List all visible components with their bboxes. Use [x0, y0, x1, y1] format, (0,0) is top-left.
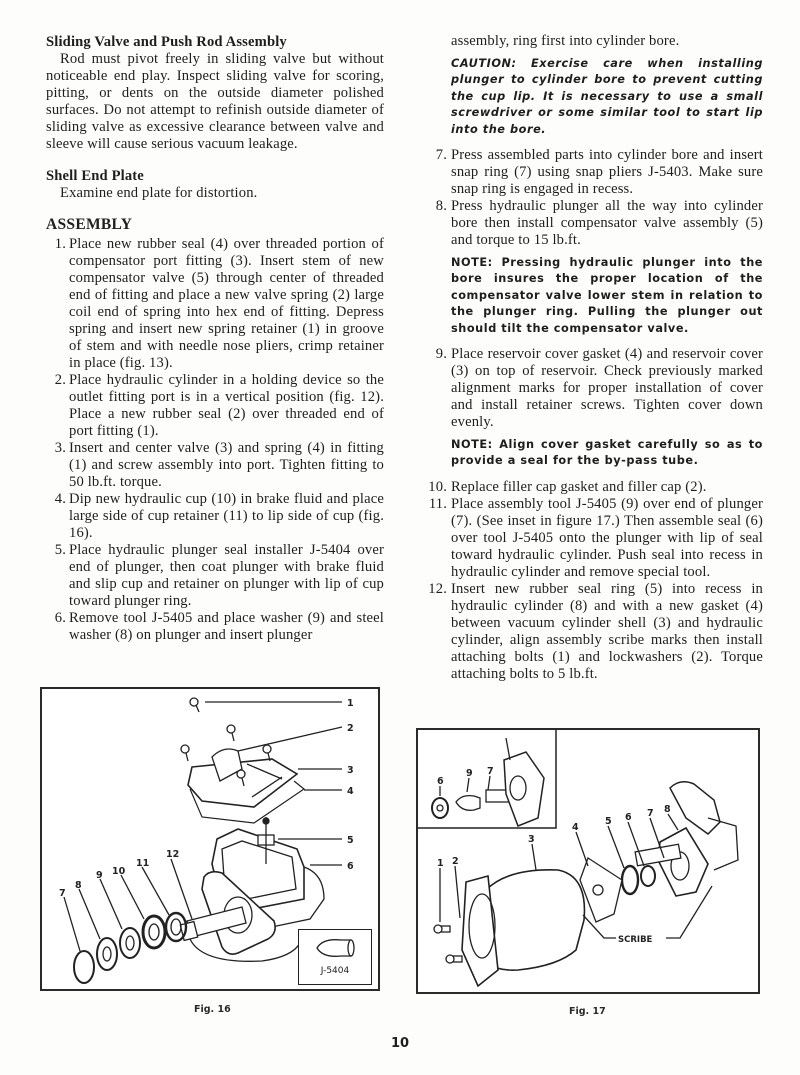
step-text: Place reservoir cover gasket (4) and reservoir cover (3) on top of reservoir. Check previously marked alignment marks for proper installation of cover and install retainer screws. Tighten cover down evenly.	[451, 346, 763, 431]
step-number: 5.	[54, 542, 66, 558]
tool-inset-box	[298, 929, 372, 985]
step-number: 2.	[54, 372, 66, 388]
snap-ring	[74, 951, 94, 983]
step-number: 4.	[54, 491, 66, 507]
step-number: 6.	[54, 610, 66, 626]
note-plunger: NOTE: Pressing hydraulic plunger into the bore insures the proper location of the compensator valve lower stem in relation to the plunger ring. Pulling the plunger out should tilt the compensator valve.	[451, 256, 763, 335]
callout-label: 4	[347, 786, 354, 797]
callout-label: 3	[347, 765, 354, 776]
step-number: 7.	[435, 147, 447, 164]
step-number: 9.	[435, 346, 447, 363]
callout-label: 3	[528, 834, 535, 845]
washer	[120, 928, 140, 958]
step-text: Press assembled parts into cylinder bore and insert snap ring (7) using snap pliers J-5403. Make sure snap ring is engaged in recess.	[451, 147, 763, 198]
step-number: 12.	[428, 580, 447, 597]
figure-17-drawing	[418, 730, 758, 992]
callout-label: 7	[59, 888, 66, 899]
section-sliding-valve	[46, 33, 384, 153]
tool-label: J-5404	[320, 966, 350, 976]
callout-label: 9	[96, 870, 103, 881]
figure-16-caption: Fig. 16	[194, 1004, 231, 1015]
screw-icon	[227, 725, 235, 741]
assembly-step	[46, 372, 384, 440]
callout-label: 1	[437, 858, 444, 869]
assembly-steps-list	[46, 236, 384, 644]
assembly-step	[46, 491, 384, 542]
step-number: 3.	[54, 440, 66, 456]
step-number: 11.	[428, 495, 447, 512]
step-number: 1.	[54, 236, 66, 252]
bolt-icon	[434, 925, 450, 933]
assembly-steps-list-continued	[427, 479, 763, 683]
left-column	[46, 33, 384, 644]
gasket	[580, 858, 622, 922]
assembly-step	[427, 479, 763, 496]
section-heading: Sliding Valve and Push Rod Assembly	[46, 34, 287, 50]
right-column	[427, 33, 763, 683]
callout-label: 8	[664, 804, 671, 815]
assembly-steps-list-continued	[427, 147, 763, 249]
step-text: Insert new rubber seal ring (5) into recess in hydraulic cylinder (8) and with a new gasket (4) between vacuum cylinder shell (3) and hydraulic cylinder, align assembly scribe marks then install attaching bolts (1) and lockwashers (2). Torque attaching bolts to 5 lb.ft.	[451, 580, 763, 682]
callout-label: 4	[572, 822, 579, 833]
hydraulic-flange	[658, 828, 708, 896]
steel-washer	[97, 938, 117, 970]
seal-installer-tool-icon	[299, 930, 371, 964]
step-text: Press hydraulic plunger all the way into cylinder bore then install compensator valve assembly (5) and torque to 15 lb.ft.	[451, 198, 763, 249]
assembly-step	[46, 542, 384, 610]
assembly-step	[427, 496, 763, 581]
section-shell-end-plate	[46, 167, 384, 202]
rubber-seal-ring	[622, 866, 638, 894]
page-number: 10	[391, 1036, 410, 1051]
assembly-heading: ASSEMBLY	[46, 216, 133, 233]
callout-label: 2	[347, 723, 354, 734]
step-text: Place assembly tool J-5405 (9) over end of plunger (7). (See inset in figure 17.) Then assemble seal (6) over tool J-5405 onto the plunger with lip of seal toward hydraulic cylinder. Push seal into recess in hydraulic cylinder and remove special tool.	[451, 495, 763, 580]
callout-label: 10	[112, 866, 126, 877]
assembly-step	[46, 610, 384, 644]
callout-label: 5	[605, 816, 612, 827]
callout-label: 9	[466, 768, 473, 779]
section-body: Examine end plate for distortion.	[60, 185, 258, 201]
assembly-step	[427, 147, 763, 198]
assembly-step	[427, 346, 763, 431]
callout-label: 6	[625, 812, 632, 823]
step-text: Dip new hydraulic cup (10) in brake fluid and place large side of cup retainer (11) to lip side of cup (fig. 16).	[69, 491, 384, 541]
figure-16-callouts	[59, 698, 354, 899]
assembly-steps-list-continued	[427, 346, 763, 431]
screw-icon	[181, 745, 189, 761]
assembly-step	[427, 198, 763, 249]
step-text: Place new rubber seal (4) over threaded portion of compensator port fitting (3). Insert stem of new compensator valve (5) through center of threaded end of fitting and place a new valve spring (2) large coil end of spring into hex end of fitting. Depress spring and insert new spring retainer (1) in groove of stem and with needle nose pliers, crimp retainer in place (fig. 13).	[69, 236, 384, 371]
callout-label: 1	[347, 698, 354, 709]
step-6-continued: assembly, ring first into cylinder bore.	[451, 33, 680, 49]
screw-icon	[237, 770, 245, 786]
bolt-icon	[446, 955, 462, 963]
caution-note: CAUTION: Exercise care when installing plunger to cylinder bore to prevent cutting the cup lip. It is necessary to use a small screwdriver or some similar tool to start lip into the bore.	[451, 57, 763, 136]
assembly-step	[46, 236, 384, 372]
note-gasket: NOTE: Align cover gasket carefully so as to provide a seal for the by-pass tube.	[451, 438, 763, 468]
seal	[641, 866, 655, 886]
step-text: Place hydraulic plunger seal installer J-5404 over end of plunger, then coat plunger with brake fluid and slip cup and retainer on plunger with lip of cup toward plunger ring.	[69, 542, 384, 609]
callout-label: 11	[136, 858, 150, 869]
figure-17-caption: Fig. 17	[569, 1006, 606, 1017]
figure-17	[416, 728, 760, 994]
assembly-step	[427, 581, 763, 683]
section-body: Rod must pivot freely in sliding valve but without noticeable end play. Inspect sliding valve for scoring, pitting, or dents on the outside diameter polished surfaces. Do not attempt to refinish outside diameter of sliding valve as excessive clearance between valve and sleeve will cause serious vacuum leakage.	[46, 51, 384, 152]
step-text: Replace filler cap gasket and filler cap (2).	[451, 478, 707, 495]
callout-label: 12	[166, 849, 180, 860]
figure-16	[40, 687, 380, 991]
scribe-label: SCRIBE	[618, 935, 653, 945]
assembly-step	[46, 440, 384, 491]
step-number: 10.	[428, 478, 447, 495]
section-heading: Shell End Plate	[46, 168, 144, 184]
screw-icon	[190, 698, 199, 712]
callout-label: 8	[75, 880, 82, 891]
reservoir-cover	[188, 759, 297, 807]
callout-label: 5	[347, 835, 354, 846]
callout-label: 7	[647, 808, 654, 819]
callout-label: 2	[452, 856, 459, 867]
callout-label: 6	[347, 861, 354, 872]
callout-label: 6	[437, 776, 444, 787]
step-text: Place hydraulic cylinder in a holding device so the outlet fitting port is in a vertical position (fig. 12). Place a new rubber seal (2) over threaded end of port fitting (1).	[69, 372, 384, 439]
callout-label: 7	[487, 766, 494, 777]
step-text: Insert and center valve (3) and spring (4) in fitting (1) and screw assembly into port. Tighten fitting to 50 lb.ft. torque.	[69, 440, 384, 490]
step-number: 8.	[435, 198, 447, 215]
hydraulic-cup	[143, 916, 165, 948]
step-text: Remove tool J-5405 and place washer (9) and steel washer (8) on plunger and insert plunger	[69, 610, 384, 643]
